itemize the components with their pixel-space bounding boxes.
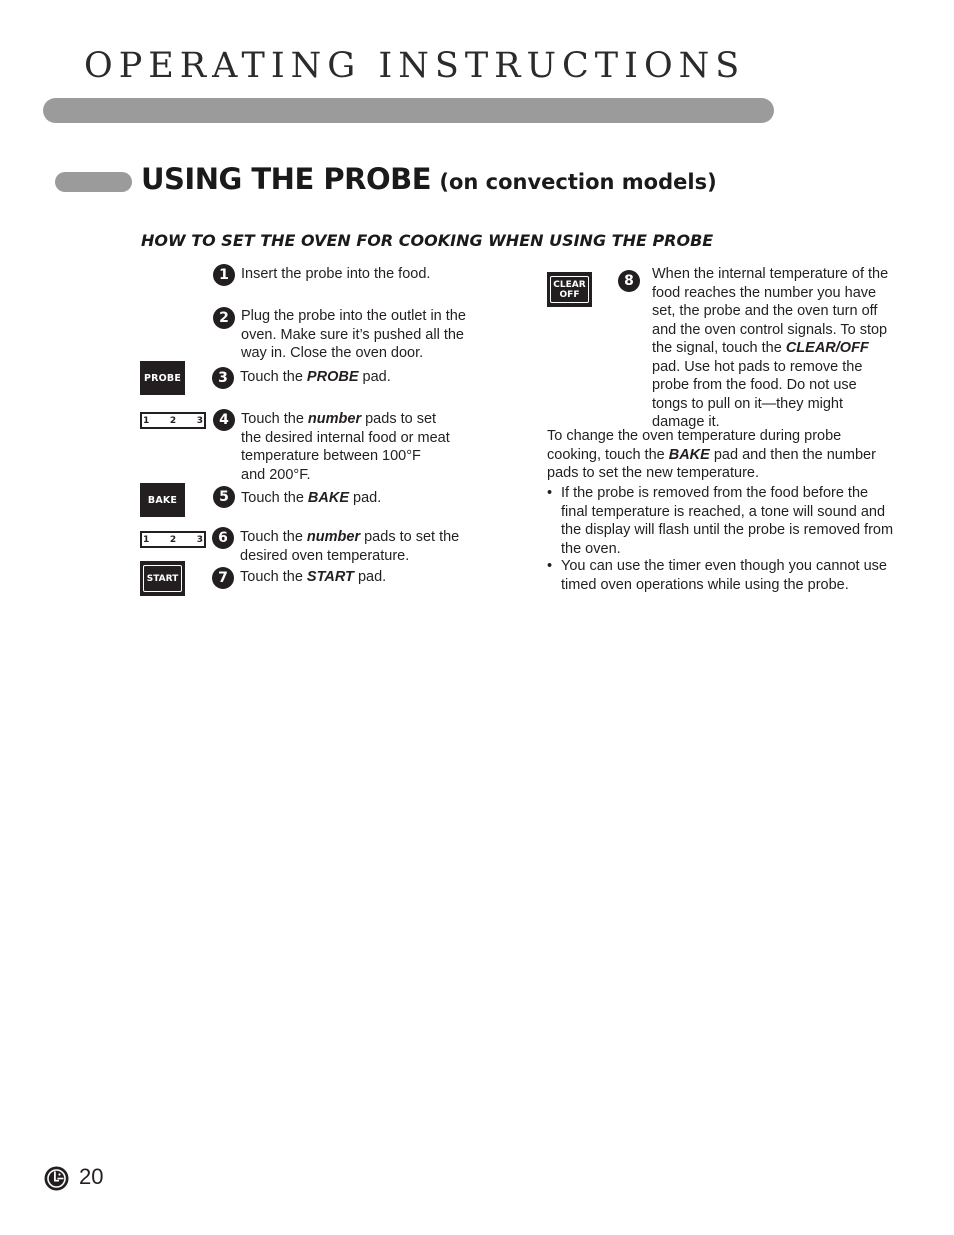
start-pad-icon bbox=[140, 561, 185, 596]
number-key-2: 2 bbox=[163, 533, 183, 546]
step-7-pad-name: START bbox=[306, 569, 354, 585]
step-4-line: and 200°F. bbox=[241, 466, 311, 483]
step-2-line: Plug the probe into the outlet in the bbox=[241, 308, 466, 324]
step-2-text bbox=[241, 307, 466, 363]
step-6-pad-name: number bbox=[306, 529, 361, 545]
section-pill bbox=[55, 172, 132, 192]
step-8-line: pad. Use hot pads to remove the bbox=[652, 358, 863, 375]
step-2-line: oven. Make sure it’s pushed all the bbox=[241, 326, 465, 343]
bullet-line: the oven. bbox=[561, 540, 621, 557]
lg-logo-icon bbox=[44, 1166, 69, 1191]
step-8-line: When the internal temperature of the bbox=[652, 266, 889, 282]
clear-off-pad-label: CLEAR OFF bbox=[550, 276, 589, 303]
bullet-line: the display will flash until the probe is removed from bbox=[561, 522, 894, 538]
step-6-line: desired oven temperature. bbox=[240, 547, 410, 564]
step-2-number: 2 bbox=[213, 307, 235, 329]
step-8-line: probe from the food. Do not use bbox=[652, 377, 857, 393]
step-7-number: 7 bbox=[212, 567, 234, 589]
step-6-line: Touch the number pads to set the bbox=[240, 529, 460, 545]
clear-off-pad-icon bbox=[547, 272, 592, 307]
change-temp-pad-name: BAKE bbox=[668, 446, 710, 463]
step-4-pad-name: number bbox=[307, 411, 362, 427]
step-4-number: 4 bbox=[213, 409, 235, 431]
number-key-3: 3 bbox=[183, 533, 204, 546]
step-4-line: the desired internal food or meat bbox=[241, 429, 450, 446]
step-8-line: food reaches the number you have bbox=[652, 284, 877, 301]
step-8-line: set, the probe and the oven turn off bbox=[652, 303, 878, 319]
bullet-dot: • bbox=[547, 558, 553, 574]
change-temp-paragraph bbox=[547, 427, 876, 483]
step-8-line: and the oven control signals. To stop bbox=[652, 321, 888, 338]
number-key-2: 2 bbox=[163, 414, 183, 427]
step-3-pad-name: PROBE bbox=[306, 369, 359, 385]
step-3-number: 3 bbox=[212, 367, 234, 389]
step-8-line: tongs to pull on it—they might bbox=[652, 395, 844, 412]
start-pad-label: START bbox=[143, 565, 182, 592]
change-temp-line: pads to set the new temperature. bbox=[547, 465, 759, 481]
bullet-item bbox=[561, 557, 887, 594]
bake-pad-icon: BAKE bbox=[140, 483, 185, 517]
step-6-number: 6 bbox=[212, 527, 234, 549]
section-title-sub: (on convection models) bbox=[439, 170, 717, 194]
step-4-line: Touch the number pads to set bbox=[241, 411, 437, 427]
bullet-line: If the probe is removed from the food before the bbox=[561, 485, 869, 501]
number-key-1: 1 bbox=[142, 414, 163, 427]
step-2-line: way in. Close the oven door. bbox=[241, 345, 424, 361]
probe-pad-icon: PROBE bbox=[140, 361, 185, 395]
section-title bbox=[141, 162, 717, 196]
chapter-title: OPERATING INSTRUCTIONS bbox=[84, 46, 746, 86]
bullet-line: timed oven operations while using the probe. bbox=[561, 576, 849, 593]
step-6-text bbox=[240, 528, 459, 565]
number-pad-icon bbox=[140, 531, 206, 548]
bullet-item bbox=[561, 484, 893, 558]
section-subheading: HOW TO SET THE OVEN FOR COOKING WHEN USING THE PROBE bbox=[141, 231, 714, 250]
bullet-line: You can use the timer even though you cannot use bbox=[561, 558, 887, 574]
change-temp-line: cooking, touch the BAKE pad and then the number bbox=[547, 446, 876, 463]
change-temp-line: To change the oven temperature during probe bbox=[547, 428, 842, 444]
number-pad-icon bbox=[140, 412, 206, 429]
step-4-line: temperature between 100°F bbox=[241, 448, 421, 464]
step-5-number: 5 bbox=[213, 486, 235, 508]
step-8-text bbox=[652, 265, 888, 432]
step-8-line: damage it. bbox=[652, 414, 720, 430]
bullet-line: final temperature is reached, a tone will sound and bbox=[561, 503, 886, 520]
step-4-text bbox=[241, 410, 450, 484]
step-5-pad-name: BAKE bbox=[307, 490, 350, 506]
bullet-dot: • bbox=[547, 485, 553, 501]
page-number: 20 bbox=[79, 1164, 104, 1189]
step-1-text: Insert the probe into the food. bbox=[241, 266, 431, 282]
step-8-line: the signal, touch the CLEAR/OFF bbox=[652, 340, 869, 356]
step-8-pad-name: CLEAR/OFF bbox=[785, 340, 869, 356]
section-title-main: USING THE PROBE bbox=[141, 162, 432, 196]
number-key-3: 3 bbox=[183, 414, 204, 427]
step-3-text: Touch the PROBE pad. bbox=[240, 369, 391, 385]
number-key-1: 1 bbox=[142, 533, 163, 546]
header-bar bbox=[43, 98, 774, 123]
step-1-number: 1 bbox=[213, 264, 235, 286]
step-5-text: Touch the BAKE pad. bbox=[241, 490, 382, 506]
step-8-number: 8 bbox=[618, 270, 640, 292]
step-7-text: Touch the START pad. bbox=[240, 569, 387, 585]
